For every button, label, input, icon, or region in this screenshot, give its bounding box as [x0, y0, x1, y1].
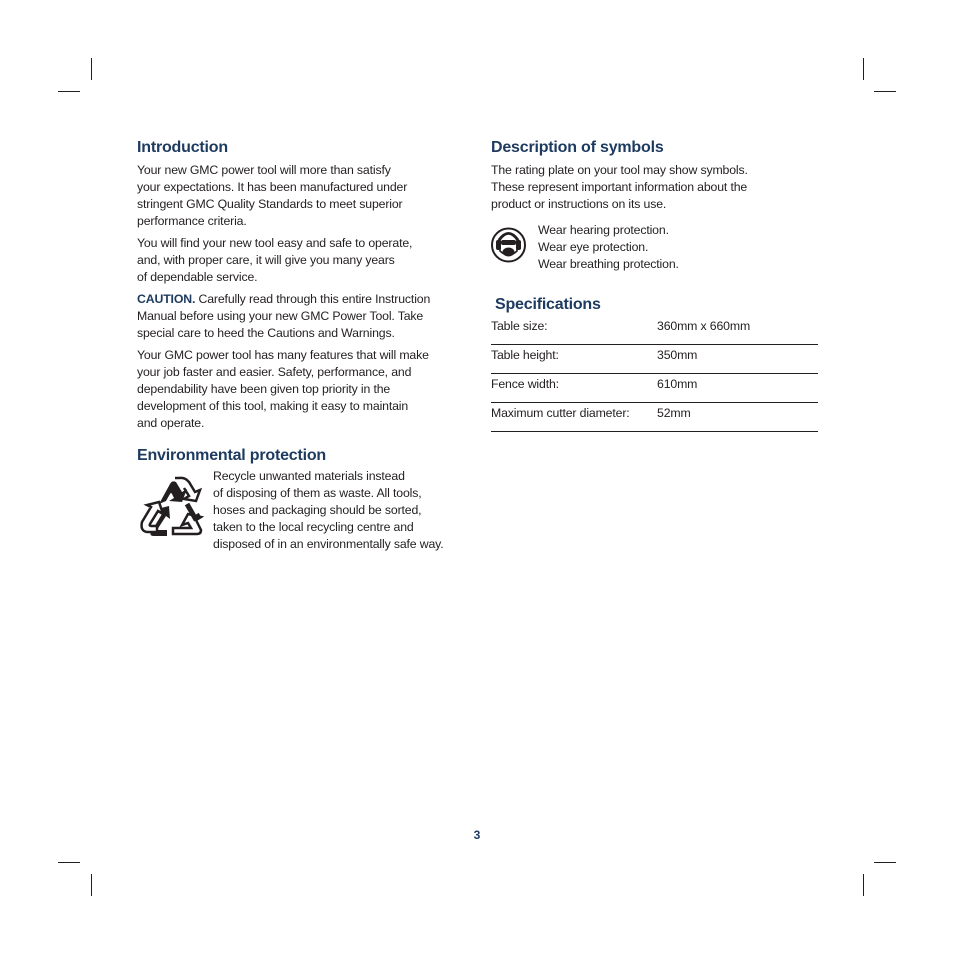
eye-protection-label: Wear eye protection.	[538, 240, 649, 254]
description-of-symbols-heading: Description of symbols	[491, 139, 664, 156]
protection-symbols-block	[491, 225, 818, 280]
caution-paragraph: CAUTION. Carefully read through this entire Instruction Manual before using your new GMC Power Tool. Take special care to heed the Cautions and Warnings.	[137, 292, 431, 340]
page-number: 3	[473, 828, 481, 842]
specifications-heading: Specifications	[495, 296, 601, 313]
crop-mark-top-left-h	[58, 91, 80, 92]
crop-mark-bottom-right-h	[874, 862, 896, 863]
symbols-intro: The rating plate on your tool may show symbols. These represent important information about the product or instructions on its use.	[491, 163, 748, 211]
crop-mark-bottom-left-v	[91, 874, 92, 896]
introduction-heading: Introduction	[137, 139, 228, 156]
spec-label: Fence width:	[491, 374, 657, 403]
crop-mark-bottom-left-h	[58, 862, 80, 863]
introduction-paragraph-4: Your GMC power tool has many features that will make your job faster and easier. Safety, performance, and dependability have been given top priority in the development of this tool, making it easy to maintain and operate.	[137, 348, 429, 430]
protection-symbols-text	[538, 222, 679, 273]
spec-value: 350mm	[657, 345, 818, 374]
table-row	[491, 403, 818, 432]
environmental-protection-heading: Environmental protection	[137, 447, 326, 464]
introduction-paragraph-1: Your new GMC power tool will more than satisfy your expectations. It has been manufactured under stringent GMC Quality Standards to meet superior performance criteria.	[137, 163, 408, 228]
spec-value: 52mm	[657, 403, 818, 432]
recycle-icon	[137, 474, 207, 540]
environmental-protection-text: Recycle unwanted materials instead of disposing of them as waste. All tools, hoses and packaging should be sorted, taken to the local recycling centre and disposed of in an environmentally safe way.	[213, 469, 444, 551]
crop-mark-bottom-right-v	[863, 874, 864, 896]
introduction-paragraph-2: You will find your new tool easy and safe to operate, and, with proper care, it will give you many years of dependable service.	[137, 236, 413, 284]
left-column	[137, 138, 457, 558]
spec-value: 360mm x 660mm	[657, 316, 818, 345]
table-row	[491, 374, 818, 403]
right-column	[491, 138, 818, 432]
hearing-eye-breathing-protection-icon	[491, 225, 526, 265]
caution-label: CAUTION.	[137, 292, 196, 306]
crop-mark-top-left-v	[91, 58, 92, 80]
specifications-table	[491, 316, 818, 432]
spec-label: Maximum cutter diameter:	[491, 403, 657, 432]
hearing-protection-label: Wear hearing protection.	[538, 223, 669, 237]
breathing-protection-label: Wear breathing protection.	[538, 257, 679, 271]
environmental-protection-block	[137, 468, 457, 558]
spec-value: 610mm	[657, 374, 818, 403]
spec-label: Table height:	[491, 345, 657, 374]
crop-mark-top-right-h	[874, 91, 896, 92]
crop-mark-top-right-v	[863, 58, 864, 80]
spec-label: Table size:	[491, 316, 657, 345]
table-row	[491, 316, 818, 345]
table-row	[491, 345, 818, 374]
